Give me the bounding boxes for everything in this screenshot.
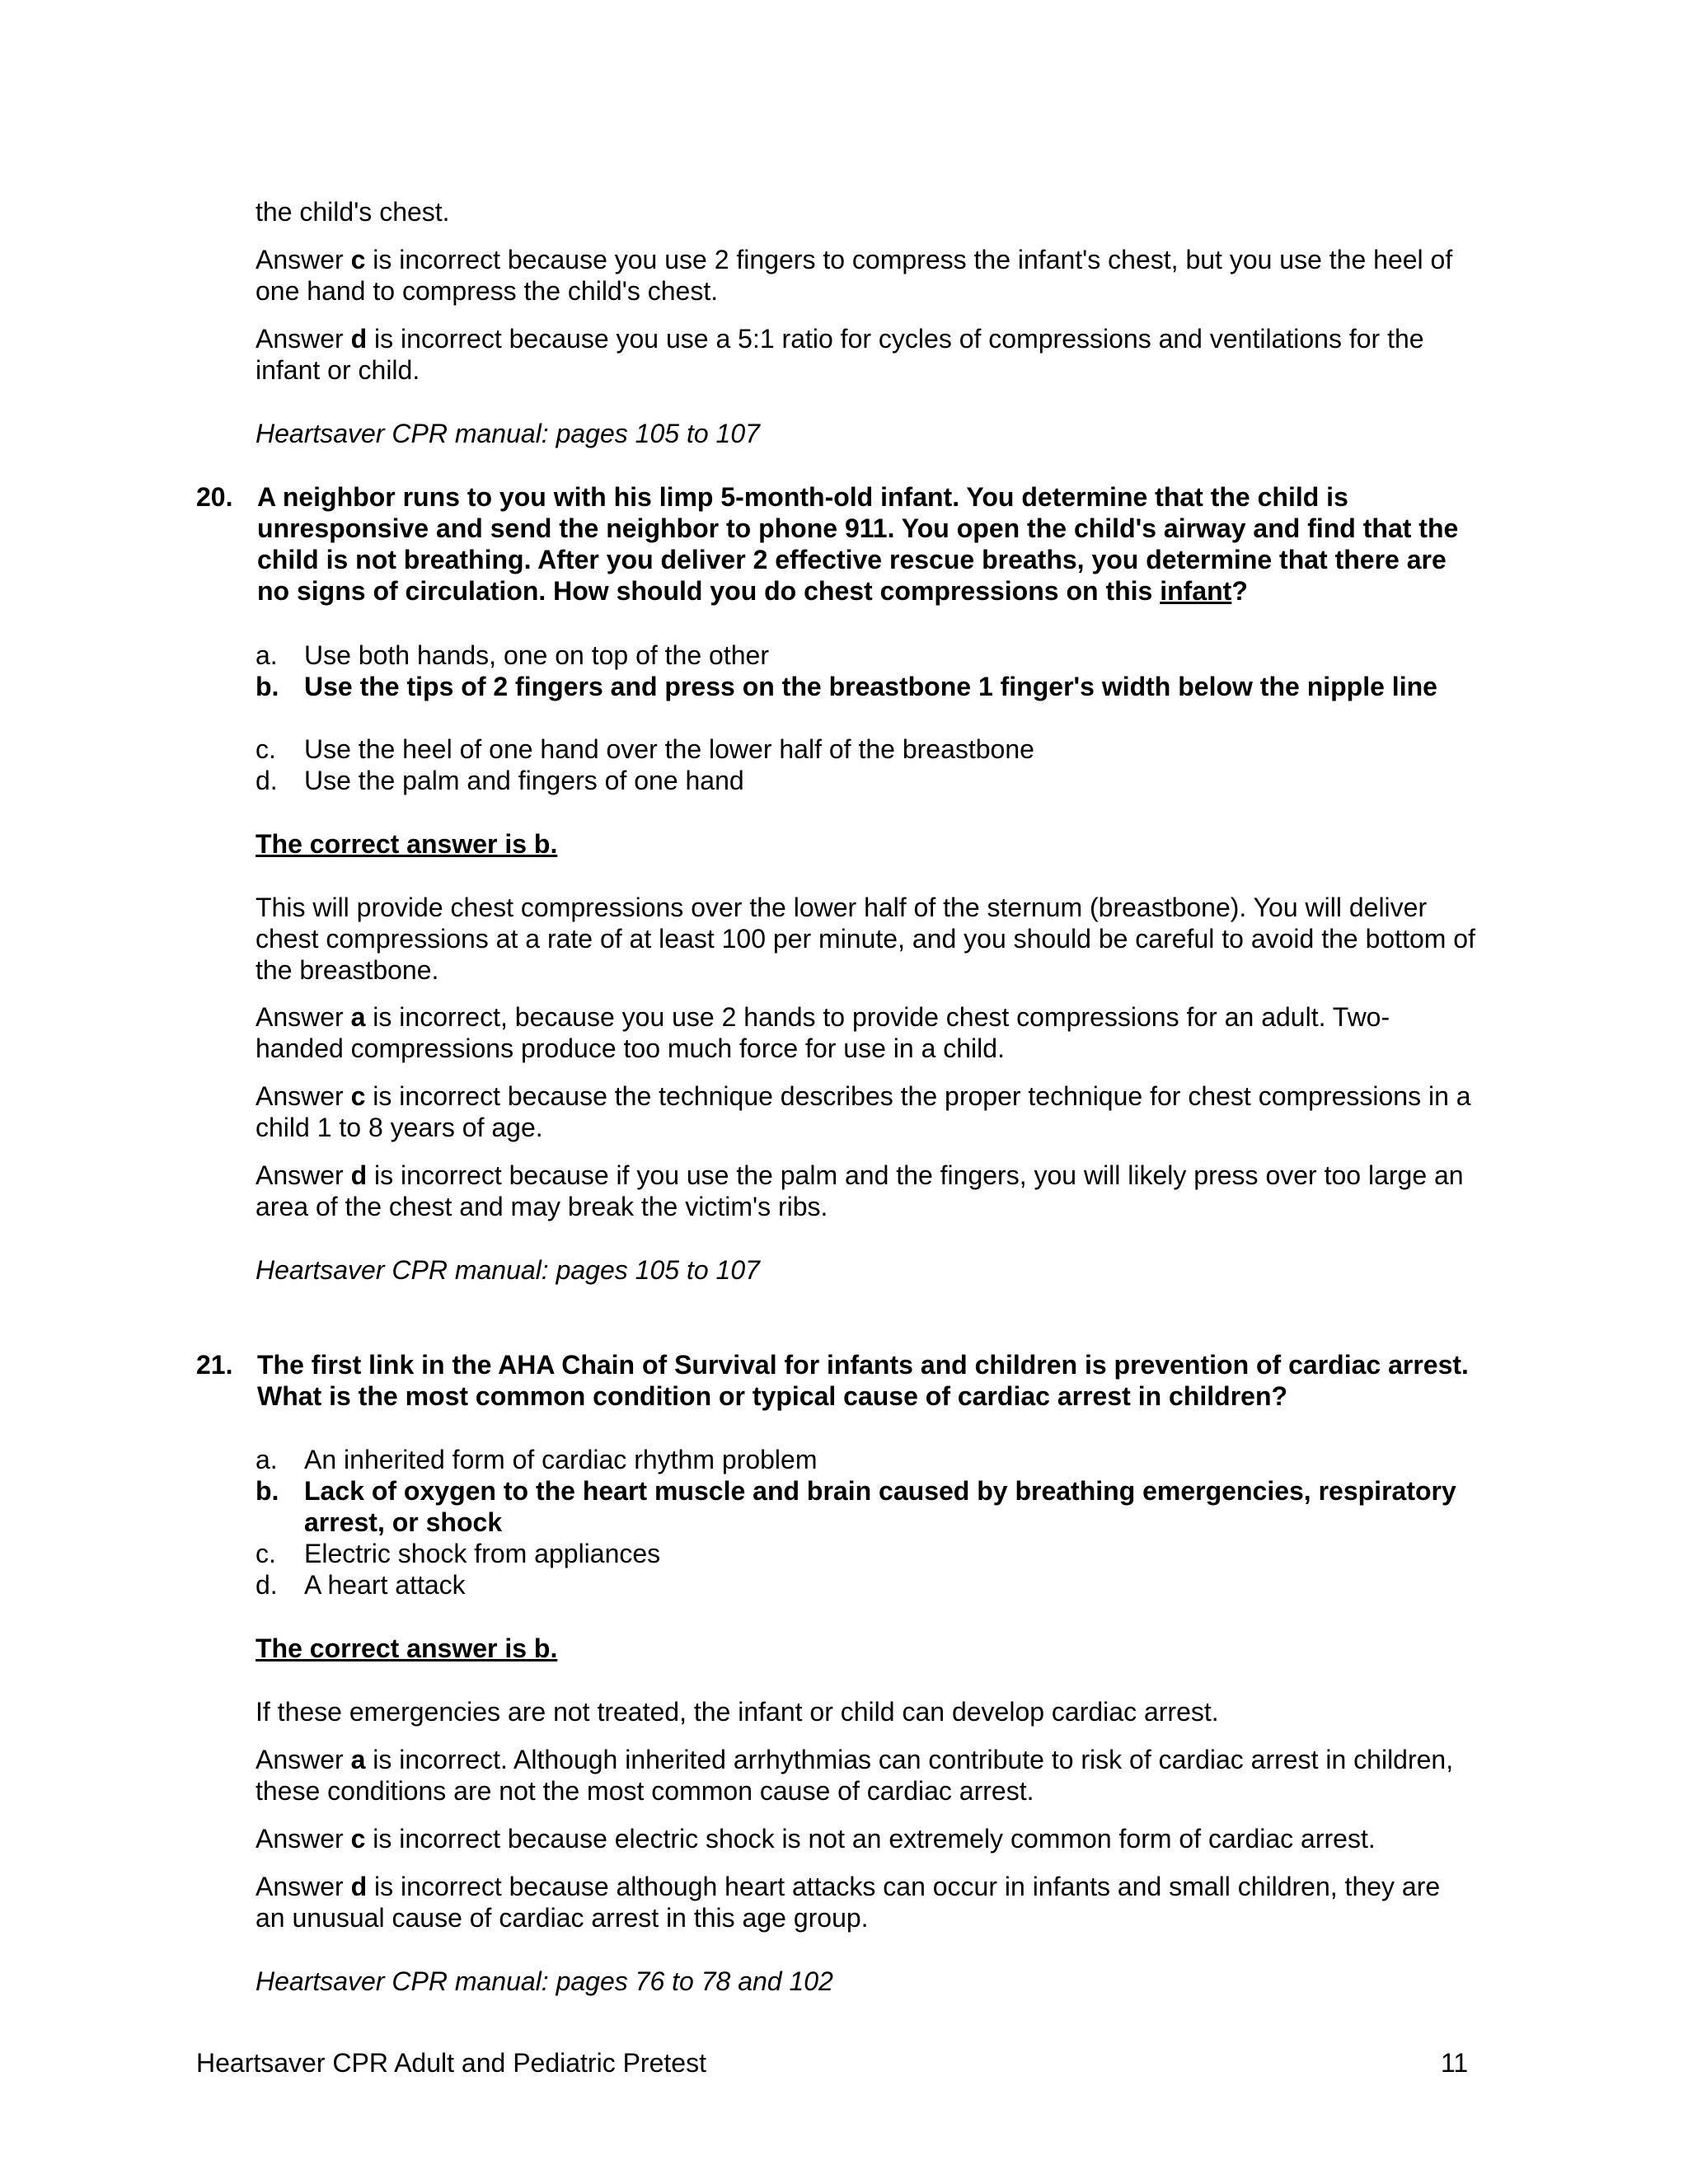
answer-d-explanation: Answer d is incorrect because if you use the palm and the fingers, you will likely press over too large an area of the chest and may break the victim's ribs. (256, 1160, 1464, 1221)
answer-letter: a (350, 1002, 366, 1032)
option-c: c. Electric shock from appliances (256, 1539, 661, 1568)
option-b-correct: b. Use the tips of 2 fingers and press on the breastbone 1 finger's width below the nipple line (256, 672, 1437, 701)
answer-c-explanation: Answer c is incorrect because the technique describes the proper technique for chest compressions in a child 1 to 8 years of age. (256, 1081, 1471, 1142)
answer-letter: c (350, 245, 366, 274)
footer-title: Heartsaver CPR Adult and Pediatric Pretest (196, 2048, 706, 2078)
manual-reference: Heartsaver CPR manual: pages 76 to 78 and 102 (256, 1966, 833, 1996)
option-a: a. An inherited form of cardiac rhythm problem (256, 1445, 818, 1474)
answer-letter: d (350, 1160, 368, 1190)
manual-reference: Heartsaver CPR manual: pages 105 to 107 (256, 1255, 760, 1285)
answer-c-explanation: Answer c is incorrect because you use 2 fingers to compress the infant's chest, but you use the heel of one hand to compress the child's chest. (256, 245, 1453, 306)
question-text: A neighbor runs to you with his limp 5-month-old infant. You determine that the child is unresponsive and send the neighbor to phone 911. You open the child's airway and find that the child is not breathing. After you deliver 2 effective rescue breaths, you determine that there are no signs of circulation. How should you do chest compressions on this infant? (257, 482, 1459, 606)
emphasis-underlined: infant (1160, 576, 1232, 606)
answer-a-explanation: Answer a is incorrect, because you use 2 hands to provide chest compressions for an adult. Two-handed compressions produce too much force for use in a child. (256, 1002, 1390, 1063)
explanation-text: If these emergencies are not treated, the infant or child can develop cardiac arrest. (256, 1697, 1219, 1727)
option-d: d. Use the palm and fingers of one hand (256, 766, 744, 795)
question-text: The first link in the AHA Chain of Survival for infants and children is prevention of cardiac arrest. What is the most common condition or typical cause of cardiac arrest in children? (257, 1350, 1469, 1411)
answer-c-explanation: Answer c is incorrect because electric shock is not an extremely common form of cardiac arrest. (256, 1824, 1376, 1854)
manual-reference: Heartsaver CPR manual: pages 105 to 107 (256, 419, 760, 448)
answer-letter: c (350, 1824, 366, 1854)
answer-letter: d (350, 1872, 368, 1901)
option-d: d. A heart attack (256, 1570, 466, 1600)
question-number: 20. (196, 482, 233, 512)
answer-letter: c (350, 1081, 366, 1111)
answer-letter: a (350, 1745, 366, 1774)
page-number: 11 (1441, 2048, 1469, 2078)
explanation-text: This will provide chest compressions over the lower half of the sternum (breastbone). You will deliver chest compressions at a rate of at least 100 per minute, and you should be careful to avoid the bottom of the breastbone. (256, 893, 1475, 985)
option-c: c. Use the heel of one hand over the lower half of the breastbone (256, 734, 1034, 764)
question-number: 21. (196, 1350, 233, 1380)
option-b-correct: b. Lack of oxygen to the heart muscle and brain caused by breathing emergencies, respiratory arrest, or shock (256, 1476, 1456, 1537)
answer-d-explanation: Answer d is incorrect because although heart attacks can occur in infants and small children, they are an unusual cause of cardiac arrest in this age group. (256, 1872, 1441, 1933)
option-a: a. Use both hands, one on top of the other (256, 640, 769, 670)
answer-a-explanation: Answer a is incorrect. Although inherited arrhythmias can contribute to risk of cardiac arrest in children, these conditions are not the most common cause of cardiac arrest. (256, 1745, 1454, 1806)
correct-answer: The correct answer is b. (256, 829, 558, 859)
correct-answer: The correct answer is b. (256, 1633, 558, 1663)
continuation-text: the child's chest. (256, 197, 450, 227)
answer-letter: d (350, 324, 368, 354)
answer-d-explanation: Answer d is incorrect because you use a 5:1 ratio for cycles of compressions and ventilations for the infant or child. (256, 324, 1424, 385)
